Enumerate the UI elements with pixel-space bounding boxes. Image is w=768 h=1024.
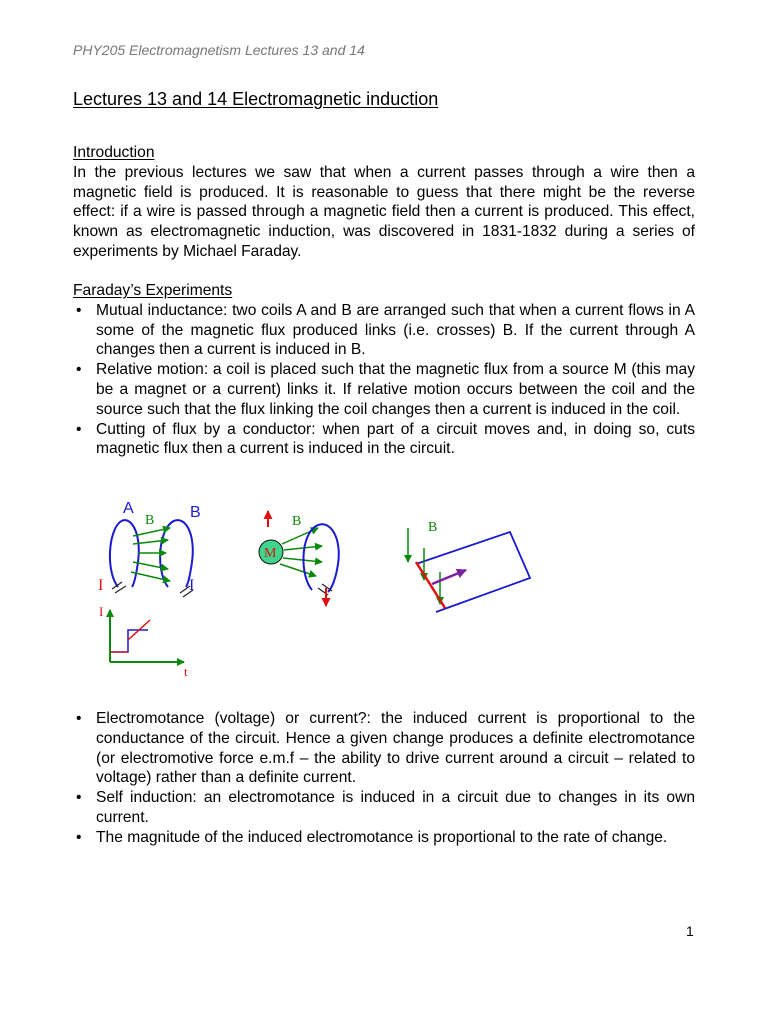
flux-arrow xyxy=(131,572,170,581)
bullet-relative-motion: • Relative motion: a coil is placed such that the magnetic flux from a source M (this may be a magnet or a current) links it. If relative motion occurs between the coil and the source such that the flux linking the coil changes then a current is induced in the coil. xyxy=(73,360,695,419)
current-a-step xyxy=(110,630,148,652)
conductor-motion-arrow xyxy=(432,570,466,584)
relative-motion-diagram xyxy=(259,511,339,606)
mutual-inductance-diagram xyxy=(98,500,201,597)
flux-arrow xyxy=(284,546,322,550)
coil-c xyxy=(303,524,338,592)
induction-figure xyxy=(90,492,550,692)
graph-x-label: t xyxy=(184,664,188,679)
circuit-rails xyxy=(416,532,530,612)
flux-arrow xyxy=(282,528,318,544)
coil-a-lead-2 xyxy=(115,586,126,593)
current-label-left: I xyxy=(98,577,104,594)
faraday-heading: Faraday’s Experiments xyxy=(73,282,233,299)
bullet-self-induction: • Self induction: an electromotance is induced in a circuit due to changes in its own current. xyxy=(73,788,695,828)
bullet-electromotance: • Electromotance (voltage) or current?: the induced current is proportional to the conductance of the circuit. Hence a given change produces a definite electromotance (or electromotive force e.m.f – the ability to drive current around a circuit – related to voltage) rather than a definite current. xyxy=(73,709,695,788)
coil-a xyxy=(110,520,139,587)
coil-b-label: B xyxy=(190,504,201,521)
current-time-graph xyxy=(99,604,188,679)
running-header: PHY205 Electromagnetism Lectures 13 and 14 xyxy=(73,42,365,58)
current-label-right: I xyxy=(189,577,195,594)
cutting-flux-diagram xyxy=(408,520,530,612)
page-number: 1 xyxy=(686,923,694,939)
page-title: Lectures 13 and 14 Electromagnetic induction xyxy=(73,89,439,109)
introduction-heading: Introduction xyxy=(73,144,155,161)
electromotance-bullet-list xyxy=(73,709,695,848)
bullet-cutting-flux: • Cutting of flux by a conductor: when part of a circuit moves and, in doing so, cuts magnetic flux then a current is induced in the circuit. xyxy=(73,420,695,460)
more-bullets-section xyxy=(73,709,695,848)
coil-a-label: A xyxy=(123,500,134,517)
flux-arrow xyxy=(280,564,316,576)
field-label-3: B xyxy=(428,520,438,535)
bullet-mutual-inductance: • Mutual inductance: two coils A and B are arranged such that when a current flows in A some of the magnetic flux produced links (i.e. crosses) B. If the current through A changes then a current is induced in B. xyxy=(73,301,695,360)
bullet-magnitude: • The magnitude of the induced electromotance is proportional to the rate of change. xyxy=(73,828,695,848)
coil-a-lead-1 xyxy=(112,582,122,589)
faraday-bullet-list xyxy=(73,301,695,459)
faraday-section xyxy=(73,281,695,459)
introduction-section xyxy=(73,143,695,262)
introduction-paragraph: In the previous lectures we saw that when a current passes through a wire then a magnetic field is produced. It is reasonable to guess that there might be the reverse effect: if a wire is passed through a magnetic field then a current is produced. This effect, known as electromagnetic induction, was discovered in 1831-1832 during a series of experiments by Michael Faraday. xyxy=(73,163,695,260)
field-label-2: B xyxy=(292,514,302,529)
source-label: M xyxy=(264,546,277,561)
field-label-1: B xyxy=(145,513,155,528)
graph-y-label: I xyxy=(99,604,104,619)
